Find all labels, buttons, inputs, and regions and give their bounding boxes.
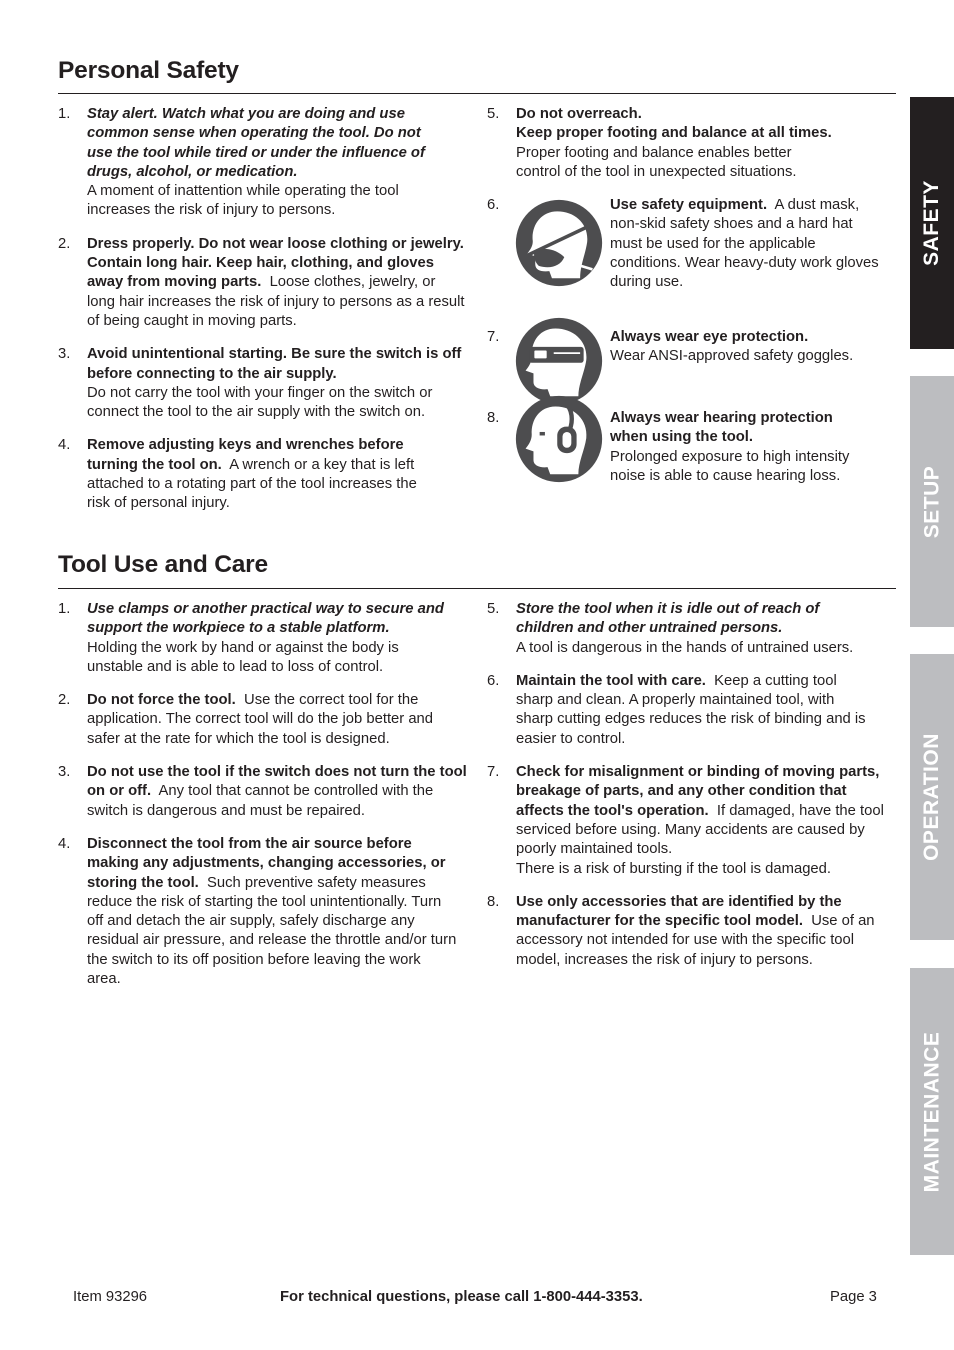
list-item: 2. Dress properly. Do not wear loose clothing or jewelry. Contain long hair. Keep hair, clothing, and gloves away from moving parts. Loose clothes, jewelry, or long hair increases the risk of injury to persons as a result of being caught in moving parts. bbox=[58, 235, 465, 329]
list-item: 4. Remove adjusting keys and wrenches before turning the tool on. A wrench or a key that is left attached to a rotating part of the tool increases the risk of personal injury. bbox=[58, 437, 417, 512]
tab-operation-label: OPERATION bbox=[920, 733, 944, 861]
section-title-tool-use-and-care: Tool Use and Care bbox=[58, 551, 268, 578]
footer-help-text: For technical questions, please call 1-800-444-3353. bbox=[280, 1289, 643, 1305]
personal-safety-left-column bbox=[58, 105, 466, 514]
tab-setup[interactable] bbox=[910, 376, 954, 627]
tool-use-left-column bbox=[58, 600, 470, 989]
list-item: 1. Stay alert. Watch what you are doing and use common sense when operating the tool. Do not use the tool while tired or under the influence of drugs, alcohol, or medication. A moment of inattention while operating the tool increases the risk of injury to persons. bbox=[58, 106, 425, 219]
list-item: 7. Check for misalignment or binding of moving parts, breakage of parts, and any other condition that affects the tool's operation. If damaged, have the tool serviced before using. Many accidents are caused by poorly maintained tools. There is a risk of bursting if the tool is damaged. bbox=[487, 764, 884, 877]
tool-use-right-column bbox=[487, 600, 892, 970]
footer-page-number: Page 3 bbox=[830, 1289, 877, 1305]
footer-item-number: Item 93296 bbox=[73, 1289, 148, 1305]
list-item: 5. Do not overreach. Keep proper footing and balance at all times. Proper footing and balance enables better control of the tool in unexpected situations. bbox=[487, 106, 832, 180]
list-item: 3. Avoid unintentional starting. Be sure the switch is off before connecting to the air supply. Do not carry the tool with your finger on the switch or connect the tool to the air supply with the switch on. bbox=[58, 346, 462, 421]
section-title-personal-safety: Personal Safety bbox=[58, 57, 239, 84]
section-divider bbox=[58, 588, 896, 589]
list-item: 3. Do not use the tool if the switch does not turn the tool on or off. Any tool that cannot be controlled with the switch is dangerous and must be repaired. bbox=[58, 764, 467, 819]
tab-safety-label: SAFETY bbox=[920, 180, 943, 266]
dust-mask-icon bbox=[515, 199, 603, 287]
safety-goggles-icon bbox=[515, 317, 603, 405]
personal-safety-right-column bbox=[487, 105, 887, 486]
hearing-protection-icon bbox=[515, 395, 603, 483]
list-item: 8. Always wear hearing protection when using the tool. Prolonged exposure to high intensity noise is able to cause hearing loss. bbox=[487, 409, 887, 486]
tab-setup-label: SETUP bbox=[920, 465, 944, 538]
tab-safety[interactable] bbox=[910, 97, 954, 349]
tab-maintenance[interactable] bbox=[910, 968, 954, 1255]
list-item: 5. Store the tool when it is idle out of reach of children and other untrained persons. A tool is dangerous in the hands of untrained users. bbox=[487, 601, 854, 656]
tab-operation[interactable] bbox=[910, 654, 954, 940]
list-item: 1. Use clamps or another practical way to secure and support the workpiece to a stable platform. Holding the work by hand or against the body is unstable and is able to lead to loss of control. bbox=[58, 601, 444, 675]
tab-maintenance-label: MAINTENANCE bbox=[920, 1031, 944, 1192]
list-item: 6. Maintain the tool with care. Keep a cutting tool sharp and clean. A properly maintained tool, with sharp cutting edges reduces the risk of binding and is easier to control. bbox=[487, 672, 866, 747]
list-item: 8. Use only accessories that are identified by the manufacturer for the specific tool model. Use of an accessory not intended for use with the specific tool model, increases the risk of injury to persons. bbox=[487, 893, 875, 968]
list-item: 4. Disconnect the tool from the air source before making any adjustments, changing accessories, or storing the tool. Such preventive safety measures reduce the risk of starting the tool unintentionally. Turn off and detach the air supply, safely discharge any residual air pressure, and release the throttle and/or turn the switch to its off position before leaving the work area. bbox=[58, 835, 457, 988]
list-item: 7. Always wear eye protection. Wear ANSI-approved safety goggles. bbox=[487, 328, 887, 409]
list-item: 2. Do not force the tool. Use the correct tool for the application. The correct tool will do the job better and safer at the rate for which the tool is designed. bbox=[58, 692, 434, 747]
list-item: 6. Use safety equipment. A dust mask, non-skid safety shoes and a hard hat must be used for the applicable conditions. Wear heavy-duty work gloves during use. bbox=[487, 197, 879, 291]
section-divider bbox=[58, 93, 896, 94]
